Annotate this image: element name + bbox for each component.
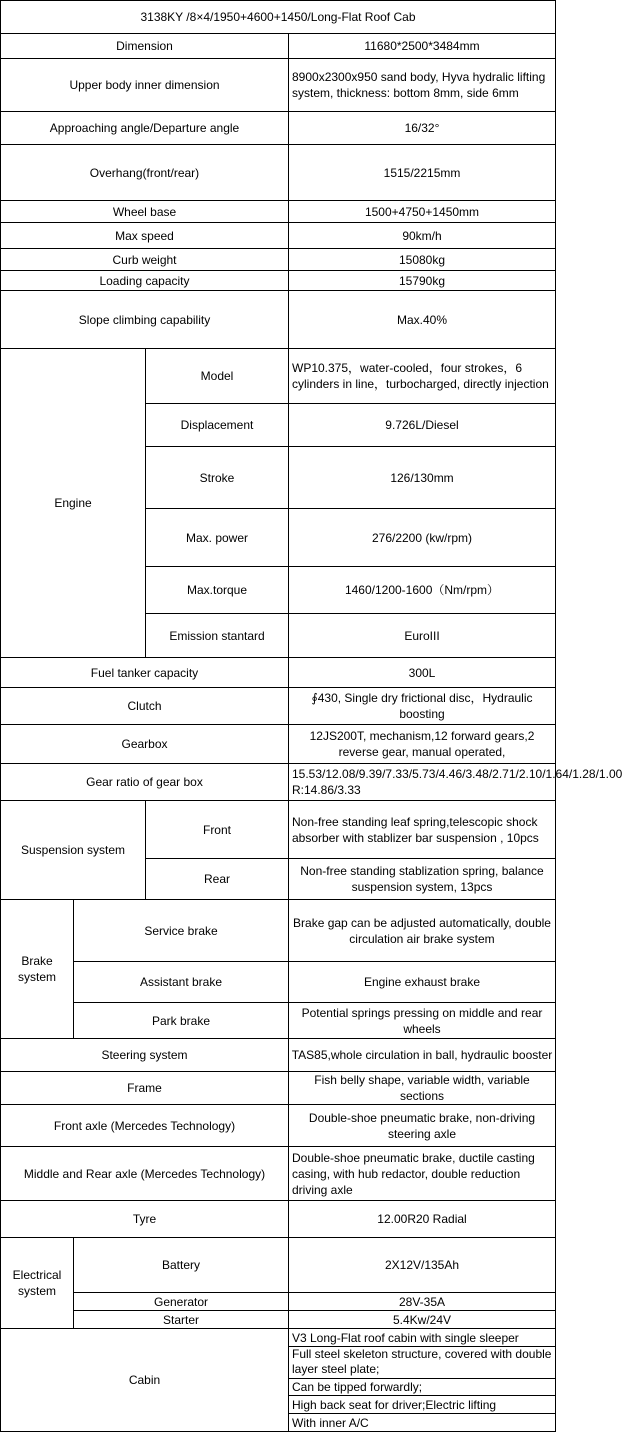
row-value-fuel-tank: 300L [408, 665, 436, 680]
group-label-brake: Brake system [17, 954, 56, 984]
row-label-slope: Slope climbing capability [78, 312, 211, 327]
brake-label-service: Service brake [144, 923, 218, 938]
row-label-max-speed: Max speed [115, 228, 174, 243]
row-value-gearbox: 12JS200T, mechanism,12 forward gears,2 reverse gear, manual operated, [309, 729, 535, 759]
engine-value-max-torque: 1460/1200-1600（Nm/rpm） [344, 583, 500, 597]
row-label-tyre: Tyre [132, 1212, 157, 1226]
cabin-line-3: Can be tipped forwardly; [292, 1380, 423, 1394]
row-label-wheel-base: Wheel base [112, 204, 177, 219]
row-label-fuel-tank: Fuel tanker capacity [90, 665, 199, 680]
engine-label-max-power: Max. power [185, 530, 249, 545]
group-label-suspension: Suspension system [20, 843, 126, 857]
electrical-label-starter: Starter [162, 1312, 199, 1327]
engine-label-displacement: Displacement [180, 418, 254, 432]
electrical-label-battery: Battery [161, 1258, 200, 1272]
row-label-rear-axle: Middle and Rear axle (Mercedes Technology) [23, 1166, 266, 1181]
row-label-overhang: Overhang(front/rear) [89, 165, 200, 180]
row-label-front-axle: Front axle (Mercedes Technology) [53, 1118, 236, 1133]
row-value-wheel-base: 1500+4750+1450mm [364, 204, 480, 219]
engine-value-stroke: 126/130mm [390, 470, 454, 485]
group-label-engine: Engine [54, 496, 92, 510]
suspension-value-front: Non-free standing leaf spring,telescopic shock absorber with stablizer bar suspension , 10pcs [292, 814, 539, 845]
electrical-value-generator: 28V-35A [398, 1294, 446, 1309]
row-label-loading-capacity: Loading capacity [99, 273, 190, 288]
engine-label-max-torque: Max.torque [186, 583, 248, 597]
row-label-angles: Approaching angle/Departure angle [49, 121, 240, 135]
row-value-rear-axle: Double-shoe pneumatic brake, ductile casting casing, with hub redactor, double reduction driving axle [292, 1150, 535, 1197]
brake-value-park: Potential springs pressing on middle and rear wheels [301, 1005, 543, 1036]
engine-value-model: WP10.375，water-cooled，four strokes，6 cylinders in line，turbocharged, directly injection [292, 361, 549, 391]
row-value-loading-capacity: 15790kg [398, 273, 446, 288]
row-value-steering: TAS85,whole circulation in ball, hydraulic booster [291, 1048, 553, 1062]
engine-label-model: Model [200, 369, 234, 383]
row-value-slope: Max.40% [396, 312, 448, 327]
cabin-line-1: V3 Long-Flat roof cabin with single sleeper [292, 1330, 519, 1345]
row-label-dimension: Dimension [116, 39, 173, 53]
row-label-curb-weight: Curb weight [112, 252, 177, 267]
row-value-max-speed: 90km/h [402, 228, 442, 243]
suspension-value-rear: Non-free standing stablization spring, balance suspension system, 13pcs [300, 864, 544, 894]
row-label-gearbox: Gearbox [121, 737, 168, 751]
table-title: 3138KY /8×4/1950+4600+1450/Long-Flat Roof Cab [140, 10, 416, 24]
row-label-frame: Frame [127, 1081, 162, 1095]
engine-label-emission: Emission stantard [169, 628, 265, 643]
group-label-electrical: Electrical system [12, 1268, 62, 1298]
row-value-frame: Fish belly shape, variable width, variable sections [314, 1073, 530, 1103]
row-value-tyre: 12.00R20 Radial [377, 1212, 467, 1226]
engine-label-stroke: Stroke [199, 470, 235, 485]
row-value-upper-body: 8900x2300x950 sand body, Hyva hydralic lifting system, thickness: bottom 8mm, side 6mm [292, 70, 546, 100]
engine-value-emission: EuroIII [404, 628, 440, 643]
brake-label-park: Park brake [151, 1013, 211, 1028]
row-value-gear-ratio: 15.53/12.08/9.39/7.33/5.73/4.46/3.48/2.71/2.10/1.64/1.28/1.00 R:14.86/3.33 [292, 767, 622, 797]
row-label-clutch: Clutch [127, 699, 162, 713]
electrical-value-starter: 5.4Kw/24V [392, 1312, 452, 1327]
engine-value-max-power: 276/2200 (kw/rpm) [371, 530, 473, 545]
row-label-upper-body: Upper body inner dimension [69, 78, 220, 92]
row-value-curb-weight: 15080kg [398, 252, 446, 267]
electrical-label-generator: Generator [153, 1294, 209, 1309]
cabin-line-5: With inner A/C [292, 1415, 369, 1430]
row-value-angles: 16/32° [404, 121, 440, 135]
suspension-label-front: Front [202, 822, 231, 837]
suspension-label-rear: Rear [203, 872, 230, 886]
group-label-cabin: Cabin [128, 1373, 161, 1387]
brake-value-service: Brake gap can be adjusted automatically, double circulation air brake system [293, 915, 551, 946]
electrical-value-battery: 2X12V/135Ah [384, 1258, 460, 1272]
row-value-overhang: 1515/2215mm [383, 165, 461, 180]
cabin-line-4: High back seat for driver;Electric lifting [292, 1397, 497, 1412]
row-value-clutch: ∮430, Single dry frictional disc，Hydraulic boosting [311, 691, 533, 721]
cabin-line-2: Full steel skeleton structure, covered with double layer steel plate; [292, 1347, 552, 1376]
row-value-dimension: 11680*2500*3484mm [364, 39, 480, 53]
row-label-steering: Steering system [101, 1048, 188, 1062]
row-label-gear-ratio: Gear ratio of gear box [86, 775, 203, 789]
row-value-front-axle: Double-shoe pneumatic brake, non-driving steering axle [308, 1110, 536, 1141]
brake-label-assistant: Assistant brake [139, 975, 223, 989]
engine-value-displacement: 9.726L/Diesel [385, 418, 459, 432]
brake-value-assistant: Engine exhaust brake [363, 975, 481, 989]
